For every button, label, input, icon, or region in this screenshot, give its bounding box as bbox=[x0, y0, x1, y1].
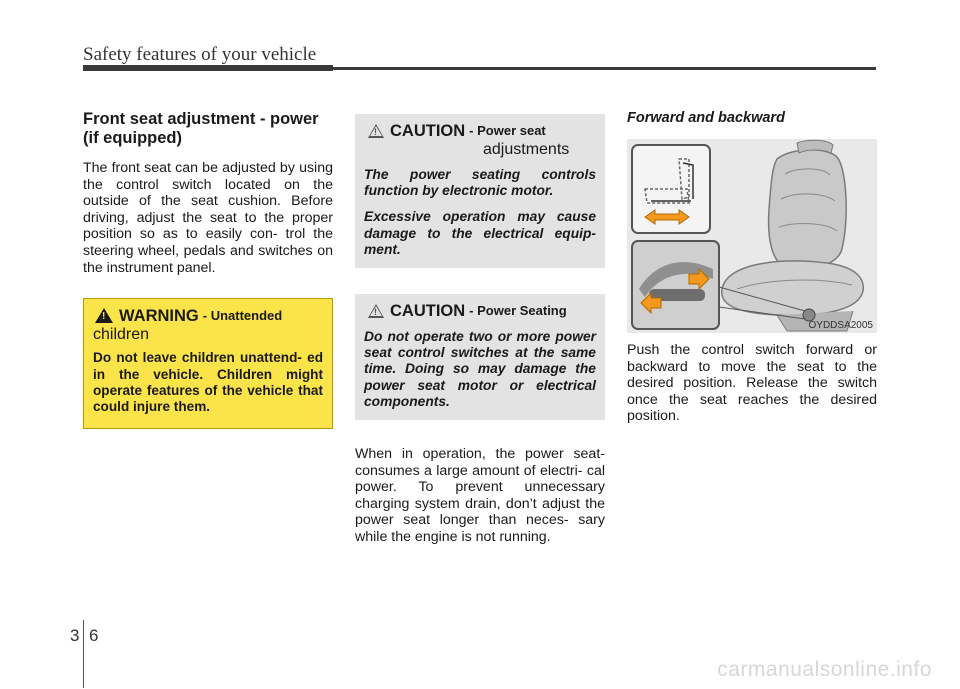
section-heading-line2: (if equipped) bbox=[83, 129, 182, 147]
seat-diagram bbox=[627, 139, 877, 333]
caution-label: CAUTION bbox=[390, 122, 466, 140]
intro-paragraph: The front seat can be adjusted by using the control switch located on the outside of the seat cushion. Before driving, adjust the seat to the proper position so as to easily con- trol the steering wheel, pedals and switches on the instrument panel. bbox=[83, 160, 333, 276]
caution-box-power-seat bbox=[355, 114, 605, 268]
warning-subtitle: - Unattended bbox=[202, 308, 283, 324]
caution-triangle-icon bbox=[368, 124, 384, 138]
caution-subtitle-line2: adjustments bbox=[483, 141, 570, 158]
watermark: carmanualsonline.info bbox=[717, 658, 932, 681]
caution-box-power-seating bbox=[355, 294, 605, 420]
caution-text-1: The power seating controls function by electronic motor. bbox=[364, 167, 596, 199]
section-heading-line1: Front seat adjustment - power bbox=[83, 110, 319, 128]
section-heading bbox=[83, 110, 333, 148]
caution-text-2: Excessive operation may cause damage to the electrical equip- ment. bbox=[364, 209, 596, 257]
warning-triangle-icon bbox=[95, 308, 113, 323]
seat-illustration bbox=[627, 139, 877, 333]
figure-code: OYDDSA2005 bbox=[808, 320, 873, 331]
caution-subtitle: - Power seat bbox=[469, 123, 546, 138]
page-number: 6 bbox=[89, 626, 99, 645]
header-rule bbox=[83, 67, 876, 70]
subsection-heading: Forward and backward bbox=[627, 110, 785, 126]
left-column bbox=[83, 110, 333, 429]
caution-triangle-icon bbox=[368, 304, 384, 318]
middle-column bbox=[355, 114, 605, 546]
warning-subtitle-line2: children bbox=[93, 326, 150, 344]
warning-text: Do not leave children unattend- ed in the vehicle. Children might operate features of the vehicle that could injure them. bbox=[93, 350, 323, 415]
caution-label: CAUTION bbox=[390, 302, 466, 321]
warning-box bbox=[83, 298, 333, 429]
chapter-number: 3 bbox=[70, 626, 80, 645]
forward-backward-paragraph: Push the control switch forward or backward to move the seat to the desired position. Release the switch once the seat reaches the desired position. bbox=[627, 342, 877, 425]
right-column bbox=[627, 110, 877, 425]
warning-label: WARNING bbox=[119, 307, 199, 326]
caution-subtitle: - Power Seating bbox=[469, 303, 567, 319]
warning-title bbox=[93, 307, 323, 326]
page-header-title: Safety features of your vehicle bbox=[83, 44, 317, 65]
caution-title bbox=[364, 122, 596, 141]
caution-title bbox=[364, 302, 596, 321]
power-usage-paragraph: When in operation, the power seat- consumes a large amount of electri- cal power. To prevent unnecessary charging system drain, don’t adjust the power seat longer than neces- sary while the engine is not running. bbox=[355, 446, 605, 545]
page-number-divider bbox=[83, 620, 84, 688]
caution-text: Do not operate two or more power seat control switches at the same time. Doing so may damage the power seat motor or electrical components. bbox=[364, 329, 596, 409]
